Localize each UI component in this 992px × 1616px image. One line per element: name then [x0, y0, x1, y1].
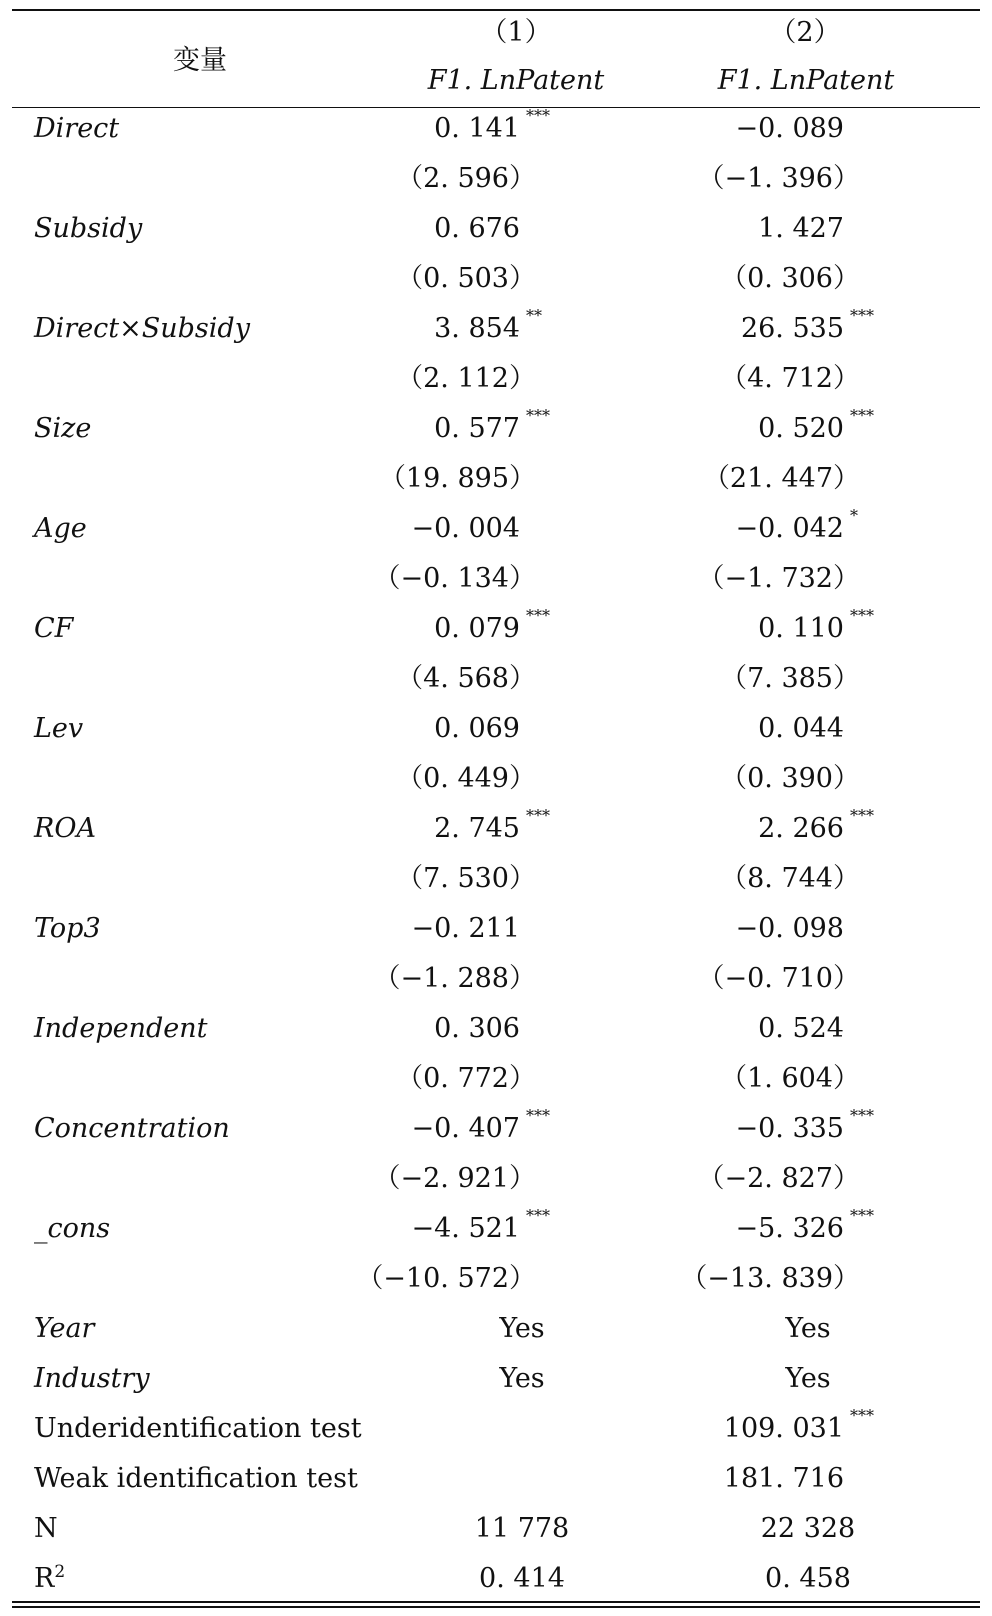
column-1-cell	[392, 1360, 692, 1410]
column-1-value: 0. 306	[434, 1013, 520, 1044]
table-row	[12, 510, 992, 560]
variable-header: 变量	[173, 45, 227, 76]
column-2-value: −0. 042	[735, 513, 844, 544]
column-1-significance-stars: **	[526, 306, 542, 325]
table-row	[12, 1010, 992, 1060]
column-1-number: （1）	[480, 17, 552, 48]
table-row	[12, 1410, 992, 1460]
column-1-cell	[356, 1260, 692, 1310]
row-label	[12, 360, 392, 410]
column-2-cell	[692, 260, 992, 310]
column-1-value: 0. 079	[434, 613, 520, 644]
table-row	[12, 210, 992, 260]
row-label	[12, 910, 392, 960]
row-label	[12, 510, 392, 560]
column-2-value: Yes	[785, 1313, 831, 1344]
column-1-cell	[392, 406, 692, 460]
row-label-text: Age	[34, 513, 87, 544]
column-1-cell	[392, 1460, 692, 1510]
row-label-text: Year	[34, 1313, 95, 1344]
column-2-cell	[692, 1406, 992, 1460]
column-1-cell	[392, 360, 692, 410]
column-2-significance-stars: ***	[850, 306, 874, 325]
column-1-value: 2. 745	[434, 813, 520, 844]
table-row	[12, 1360, 992, 1410]
column-1-cell	[392, 1010, 692, 1060]
row-label	[12, 310, 392, 360]
column-2-value: （−0. 710）	[697, 963, 860, 994]
column-2-cell	[692, 1510, 992, 1560]
table-row	[12, 160, 992, 210]
column-2-value: 0. 044	[758, 713, 844, 744]
column-2-cell	[692, 1460, 992, 1510]
row-label	[12, 1510, 392, 1560]
column-2-value: 0. 520	[758, 413, 844, 444]
column-1-value: （7. 530）	[396, 863, 536, 894]
row-label	[12, 810, 392, 860]
column-2-value: （7. 385）	[720, 663, 860, 694]
column-1-cell	[392, 1310, 692, 1360]
column-1-value: （4. 568）	[396, 663, 536, 694]
column-2-significance-stars: *	[850, 506, 858, 525]
column-2-significance-stars: ***	[850, 606, 874, 625]
bottom-rule-1	[12, 1601, 980, 1603]
table-row	[12, 110, 992, 160]
column-2-value: （8. 744）	[720, 863, 860, 894]
column-1-value: 0. 069	[434, 713, 520, 744]
column-1-significance-stars: ***	[526, 806, 550, 825]
column-1-cell	[392, 1510, 692, 1560]
column-2-value: 22 328	[760, 1513, 856, 1544]
table-row	[12, 810, 992, 860]
bottom-rule-2	[12, 1606, 980, 1608]
row-label-text: Industry	[34, 1363, 150, 1394]
row-label-text: _cons	[34, 1213, 111, 1244]
table-row	[12, 310, 992, 360]
row-label	[12, 1260, 392, 1310]
column-1-cell	[392, 1106, 692, 1160]
row-label	[12, 1210, 392, 1260]
row-label	[12, 1460, 392, 1510]
column-2-cell	[692, 1360, 992, 1410]
column-2-value: 0. 524	[758, 1013, 844, 1044]
table-row	[12, 710, 992, 760]
column-2-value: （−1. 732）	[697, 563, 860, 594]
column-1-value: −0. 211	[411, 913, 520, 944]
row-label	[12, 860, 392, 910]
table-row	[12, 1060, 992, 1110]
column-2-value: （0. 390）	[720, 763, 860, 794]
column-1-value: （0. 449）	[396, 763, 536, 794]
column-1-cell	[378, 460, 692, 510]
column-2-value: 0. 110	[758, 613, 844, 644]
column-2-cell	[692, 660, 992, 710]
row-label	[12, 460, 392, 510]
column-1-cell	[392, 760, 692, 810]
table-row	[12, 360, 992, 410]
column-1-cell	[392, 306, 692, 360]
column-2-value: 2. 266	[758, 813, 844, 844]
column-1-value: 0. 141	[434, 113, 520, 144]
column-2-cell	[692, 306, 992, 360]
column-1-value: （−0. 134）	[373, 563, 536, 594]
table-row	[12, 1460, 992, 1510]
column-1-name: F1. LnPatent	[427, 65, 605, 96]
table-row	[12, 910, 992, 960]
column-1-value: （2. 596）	[396, 163, 536, 194]
column-1-cell	[392, 710, 692, 760]
column-2-cell	[692, 1106, 992, 1160]
column-2-value: −0. 335	[735, 1113, 844, 1144]
column-2-significance-stars: ***	[850, 806, 874, 825]
row-label-text: N	[34, 1513, 58, 1544]
column-2-cell	[692, 210, 992, 260]
column-1-cell	[392, 210, 692, 260]
column-2-significance-stars: ***	[850, 1406, 874, 1425]
column-1-value: （−10. 572）	[356, 1263, 536, 1294]
column-1-value: 0. 577	[434, 413, 520, 444]
table-row	[12, 260, 992, 310]
column-2-cell	[692, 406, 992, 460]
row-label-text: CF	[34, 613, 74, 644]
column-2-number: （2）	[769, 17, 841, 48]
column-1-value: （−1. 288）	[373, 963, 536, 994]
column-2-cell	[692, 806, 992, 860]
column-1-significance-stars: ***	[526, 1206, 550, 1225]
column-1-cell	[392, 1060, 692, 1110]
column-2-value: （−13. 839）	[680, 1263, 860, 1294]
table-row	[12, 560, 992, 610]
row-label-text: Size	[34, 413, 92, 444]
column-2-cell	[692, 560, 992, 610]
column-1-cell	[392, 660, 692, 710]
row-label	[12, 1060, 392, 1110]
row-label	[12, 960, 392, 1010]
table-row	[12, 1110, 992, 1160]
row-label-text: Concentration	[34, 1113, 230, 1144]
column-1-cell	[392, 510, 692, 560]
row-label-text: Subsidy	[34, 213, 143, 244]
row-label	[12, 1110, 392, 1160]
table-row	[12, 610, 992, 660]
row-label-text: Independent	[34, 1013, 208, 1044]
row-label	[12, 1010, 392, 1060]
column-1-cell	[392, 106, 692, 160]
column-1-value: （0. 503）	[396, 263, 536, 294]
row-label-text: Direct×Subsidy	[34, 313, 250, 344]
column-2-cell	[692, 1010, 992, 1060]
row-label	[12, 1310, 392, 1360]
table-row	[12, 760, 992, 810]
row-label-text: Lev	[34, 713, 84, 744]
column-1-significance-stars: ***	[526, 1106, 550, 1125]
table-row	[12, 1510, 992, 1560]
column-1-cell	[373, 1160, 692, 1210]
column-2-cell	[692, 1160, 992, 1210]
column-2-cell	[692, 1206, 992, 1260]
column-1-value: −0. 004	[411, 513, 520, 544]
table-row	[12, 1160, 992, 1210]
column-2-cell	[692, 110, 992, 160]
column-2-cell	[680, 1260, 992, 1310]
column-2-value: （21. 447）	[702, 463, 860, 494]
column-1-cell	[392, 1206, 692, 1260]
column-2-value: （1. 604）	[720, 1063, 860, 1094]
table-row	[12, 1210, 992, 1260]
column-1-value: （−2. 921）	[373, 1163, 536, 1194]
column-2-cell	[692, 1310, 992, 1360]
column-2-cell	[692, 860, 992, 910]
column-1-cell	[392, 1410, 692, 1460]
column-1-value: （19. 895）	[378, 463, 536, 494]
column-2-value: −0. 098	[735, 913, 844, 944]
column-1-value: Yes	[499, 1363, 545, 1394]
column-2-cell	[692, 160, 992, 210]
row-label	[12, 260, 392, 310]
column-2-cell	[692, 910, 992, 960]
column-1-value: 3. 854	[434, 313, 520, 344]
column-2-value: −5. 326	[735, 1213, 844, 1244]
column-2-value: −0. 089	[735, 113, 844, 144]
column-2-value: Yes	[785, 1363, 831, 1394]
column-1-cell	[392, 260, 692, 310]
row-label	[12, 710, 392, 760]
row-label-text: Underidentification test	[34, 1413, 362, 1444]
row-label	[12, 160, 392, 210]
row-label	[12, 1160, 392, 1210]
top-rule	[12, 9, 980, 11]
column-2-value: （−1. 396）	[697, 163, 860, 194]
column-2-value: （4. 712）	[720, 363, 860, 394]
row-label-text: Weak identification test	[34, 1463, 358, 1494]
row-label-superscript: 2	[54, 1562, 66, 1582]
row-label	[12, 610, 392, 660]
table-row	[12, 960, 992, 1010]
column-2-cell	[692, 710, 992, 760]
row-label	[12, 1410, 392, 1460]
column-1-value: 0. 676	[434, 213, 520, 244]
column-1-value: Yes	[499, 1313, 545, 1344]
column-2-value: 0. 458	[765, 1563, 851, 1594]
column-2-name: F1. LnPatent	[717, 65, 895, 96]
table-row	[12, 410, 992, 460]
column-1-value: −0. 407	[411, 1113, 520, 1144]
table-row	[12, 1260, 992, 1310]
row-label	[12, 210, 392, 260]
row-label	[12, 1360, 392, 1410]
row-label	[12, 560, 392, 610]
table-row	[12, 460, 992, 510]
column-2-cell	[692, 960, 992, 1010]
column-1-cell	[392, 860, 692, 910]
row-label	[12, 410, 392, 460]
regression-results-table	[12, 106, 992, 1610]
table-row	[12, 1310, 992, 1360]
column-2-value: （0. 306）	[720, 263, 860, 294]
column-1-significance-stars: ***	[526, 106, 550, 125]
column-2-cell	[692, 360, 992, 410]
header-rule	[12, 107, 980, 108]
column-2-cell	[692, 760, 992, 810]
column-1-value: 0. 414	[479, 1563, 565, 1594]
row-label-text: Top3	[34, 913, 101, 944]
column-1-value: 11 778	[474, 1513, 570, 1544]
column-1-cell	[392, 910, 692, 960]
column-1-value: （2. 112）	[396, 363, 536, 394]
row-label	[12, 760, 392, 810]
column-1-cell	[392, 606, 692, 660]
column-2-significance-stars: ***	[850, 406, 874, 425]
row-label-text: Direct	[34, 113, 120, 144]
row-label-text: R	[34, 1563, 55, 1594]
column-2-value: 1. 427	[758, 213, 844, 244]
column-1-significance-stars: ***	[526, 406, 550, 425]
table-row	[12, 660, 992, 710]
column-2-value: （−2. 827）	[697, 1163, 860, 1194]
column-1-cell	[373, 560, 692, 610]
column-1-cell	[392, 806, 692, 860]
column-1-value: （0. 772）	[396, 1063, 536, 1094]
column-2-significance-stars: ***	[850, 1106, 874, 1125]
column-1-cell	[373, 960, 692, 1010]
row-label-text: ROA	[34, 813, 96, 844]
column-2-value: 181. 716	[723, 1463, 844, 1494]
column-1-cell	[392, 160, 692, 210]
column-1-value: −4. 521	[411, 1213, 520, 1244]
column-2-cell	[692, 460, 992, 510]
column-2-cell	[692, 606, 992, 660]
column-1-significance-stars: ***	[526, 606, 550, 625]
table-row	[12, 860, 992, 910]
column-2-cell	[692, 1060, 992, 1110]
column-2-value: 26. 535	[740, 313, 844, 344]
column-2-value: 109. 031	[723, 1413, 844, 1444]
row-label	[12, 660, 392, 710]
row-label	[12, 110, 392, 160]
column-2-significance-stars: ***	[850, 1206, 874, 1225]
column-2-cell	[692, 506, 992, 560]
